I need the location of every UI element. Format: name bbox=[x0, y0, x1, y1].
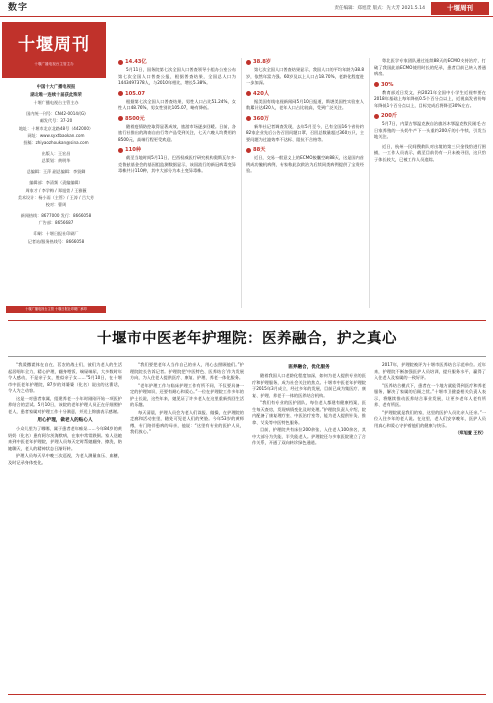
section-label: 数字 bbox=[8, 3, 29, 13]
article-byline: （郑旭萱 王权） bbox=[455, 430, 486, 435]
news-item-body: 截至当地时间5月11日，巴西权威医疗研究机构奥斯瓦尔多·克鲁兹基金会的基因组监测数据显示，该国流行的新冠病毒变异毒株共计110种，其中大部分为本土变异毒株。 bbox=[118, 155, 236, 174]
news-item bbox=[374, 81, 486, 110]
news-item bbox=[118, 146, 236, 175]
news-item-figure: 8500元 bbox=[125, 115, 145, 122]
news-item bbox=[374, 144, 486, 164]
article-subheading: 用心护理，做老人的贴心人 bbox=[37, 418, 93, 423]
masthead-title: 十堰周刊 bbox=[18, 35, 90, 55]
news-item-figure: 360万 bbox=[253, 115, 270, 122]
title-rule-top bbox=[8, 320, 486, 321]
news-column-2 bbox=[246, 58, 364, 308]
article-paragraph: “老年护理工作与临床护理工作有所不同，不仅要具备一定的护理知识，还要有耐心和爱心。”一位在护理院工作多年的护士长说，这些年来，她见证了许多老人在这里重新找回生活的乐趣。 bbox=[130, 382, 244, 407]
article-paragraph: 护理人员每天早中晚三次巡视，为老人测量血压、血糖，及时记录身体变化。 bbox=[8, 453, 122, 465]
news-item-figure: 38.8岁 bbox=[253, 59, 271, 65]
news-item-body: 随着疫情防控取得显著成效，旅游市场逐步回暖。日前，各旅行社推出的海南自由行等产品受到关注，七天六晚人均费用约8500元，高端行程更受欢迎。 bbox=[118, 123, 236, 142]
article-column-3 bbox=[252, 362, 366, 692]
news-item bbox=[118, 58, 236, 87]
article-paragraph: 小众儿里为了哪哪，属于患者老年痴呆……今年84岁的黄奶奶（化名）患有阿尔茨海默病，在家中常常跌倒。家人送她来到中医老年护理院，护理人员每天定时帮她翻身、擦洗，陪她聊天，老人的精神状态日渐好转。 bbox=[8, 426, 122, 451]
news-item-heading bbox=[374, 81, 486, 89]
info-line: 新闻热线：8677000 发行：8666058 bbox=[20, 213, 92, 219]
news-item-heading bbox=[246, 58, 364, 66]
news-item-body: 近日，杭州一民间搜救队对出境的第三只金钱豹进行围捕，一工作人员表示，截至目前仍有一只未被寻回，这只豹子体长较大，已被工作人员追踪。 bbox=[374, 143, 486, 162]
news-item-body: 教育部近日发文，到2021年全国中小学生近视率要在2018年基础上每年降低0.5个百分点以上，近视高发省份每年降低1个百分点以上，目标完成后将降至30%左右。 bbox=[374, 89, 486, 108]
info-line: 湖北唯一连续十届获此殊荣 bbox=[30, 92, 82, 98]
info-line: 记者站/服务热线号：8666058 bbox=[27, 238, 85, 244]
bullet-icon bbox=[246, 60, 251, 65]
news-item-body: 据美国有线电视新闻网5月10日报道，斯堪美国性实验室人数累计达420人，老年人口占比较高，受到广泛关注。 bbox=[246, 98, 364, 111]
info-line: 邮发代号：37-20 bbox=[39, 118, 73, 124]
info-line: 总策划：黄明华 bbox=[41, 158, 71, 164]
news-item bbox=[246, 115, 364, 144]
info-line: 国内统一刊号：CN42-0014/(G) bbox=[26, 111, 86, 117]
news-column-1 bbox=[118, 58, 236, 308]
news-item-figure: 88天 bbox=[253, 147, 266, 154]
article-paragraph: 目前，护理院共有床位200余张，入住老人100余名，其中大部分为失能、半失能老人。护理院还与多家医院建立了合作关系，开通了双向转诊绿色通道。 bbox=[252, 427, 366, 446]
article-paragraph: “医养结合模式下，患者在一个地方就能得到医疗和养老服务，解决了家属的后顾之忧。”十堰市卫健委相关负责人表示，将继续推动医养结合事业发展，让更多老年人老有所养、老有所医。 bbox=[374, 382, 486, 407]
info-line: 周家才 / 李学梅 / 郑旭萱 / 王雅薇 bbox=[25, 187, 87, 193]
bullet-icon bbox=[118, 60, 123, 65]
news-item bbox=[246, 146, 364, 175]
masthead bbox=[2, 22, 106, 78]
page-header bbox=[0, 0, 493, 17]
news-item-body: 近日，交易一般意义上的ECMO胶囊空缺88天，这是国内首例成功撤机病例，专家称此次救治为后续同类病例提供了宝贵经验。 bbox=[246, 155, 364, 174]
article-column-4 bbox=[374, 362, 486, 692]
article-paragraph: 随着我国人口老龄化程度加深，如何为老人提供专业的医疗和护理服务，成为社会关注的焦点。十堰市中医老年护理院于2015年3月成立，经过多年的发展，目前已成为集医疗、康复、护理、养老于一体的医养结合机构。 bbox=[252, 373, 366, 398]
info-line: 编辑部：李清频（责编编辑） bbox=[29, 180, 83, 186]
news-item-heading bbox=[246, 115, 364, 123]
article-paragraph: 2017年，护理院被评为十堰市医养结合示范单位。近年来，护理院不断加强医护人员培训，提升服务水平，赢得了入住老人及家属的一致好评。 bbox=[374, 362, 486, 380]
brand-badge: 十堰周刊 bbox=[431, 2, 489, 15]
news-item-heading bbox=[118, 146, 236, 154]
article-paragraph: “护理院就是我们的家，这里的医护人员比亲人还亲。”一位入住多年的老人说。在这里，老人们安享晚年，医护人员用真心和爱心守护着他们的健康与快乐。 bbox=[374, 409, 486, 428]
news-item-body: 粤北医学专家团队通过连续88天的ECMO支持治疗，打破了我国此前ECMO使用时长的纪录，患者目前已转入普通病房。 bbox=[374, 58, 486, 76]
info-line: 出版人：王宏昌 bbox=[41, 150, 71, 156]
info-line: 网址：www.syxtbaokan.com bbox=[27, 132, 85, 138]
news-item-body: 根据第七次全国人口普查结果，男性人口占比51.24%，女性人口48.76%，男女性别比105.07，略有降低。 bbox=[118, 98, 236, 111]
info-line: 地址：十堰市北京北路48号（442000） bbox=[18, 125, 94, 131]
news-item-body: 第七次全国人口普查结果显示，我国人口的平均年龄为38.8岁，依然年富力强。60岁及以上人口占18.70%，老龄化程度进一步加深。 bbox=[246, 67, 364, 86]
news-item-heading bbox=[374, 112, 486, 120]
news-item-heading bbox=[118, 58, 236, 66]
column-divider bbox=[241, 58, 242, 308]
news-item-body: 5月7日，内蒙古鄂温克族自治旗苏木鄂温克牧民刚毛·吉日家养殖的一头奶牛产下一头重约200斤的小牛犊，引发当地关注。 bbox=[374, 121, 486, 140]
info-line: 中国十大广播电视报 bbox=[36, 85, 76, 90]
info-line: 投稿：zhiyaozhoukan@sina.com bbox=[23, 139, 89, 145]
article-paragraph: “我爱撒谎体在自在、茗农的战士们，彼们为老人的生活起居唱年全力，精心护理，翻身喂饭、端屎端尿，大多数时年令人感动，不是亲子女，胜似亲子女……”5月10日，在十堰市中医老年护理院，87岁的刘婆婆（化名）说出的这番话，令人为之动容。 bbox=[8, 362, 122, 393]
news-item bbox=[246, 58, 364, 87]
news-item-figure: 105.07 bbox=[125, 90, 146, 97]
info-line: 美术设计：杨小雨（主管）/ 王涛 / 吕大芳 bbox=[17, 194, 95, 200]
article-paragraph: 这是一对患者家属，组建养老一小年时刚刚开始一项医护养结合的尝试。5月10日，该院的老年护理人员正在仔细照护老人，患者家属对护理工作十分满意，并送上锦旗表示感谢。 bbox=[8, 395, 122, 414]
bullet-icon bbox=[246, 148, 251, 153]
bullet-icon bbox=[118, 148, 123, 153]
info-line: 校对：曹周 bbox=[45, 201, 67, 207]
bullet-icon bbox=[374, 82, 379, 87]
article-column-2 bbox=[130, 362, 244, 692]
news-item-body: 新华社记者调查发现，去年5月至今，已有全国16个省份约82家企业先后公告召回问题口罩，召回总数量超过360万只，主要问题为过滤效率不达标、阻抗不合格等。 bbox=[246, 123, 365, 142]
news-item bbox=[374, 58, 486, 78]
news-column-3 bbox=[374, 58, 486, 308]
article-column-1 bbox=[8, 362, 122, 692]
bullet-icon bbox=[118, 91, 123, 96]
news-item-figure: 110种 bbox=[125, 147, 142, 154]
info-line: 广告部：8656687 bbox=[38, 220, 74, 226]
news-item-heading bbox=[118, 90, 236, 98]
bullet-icon bbox=[246, 116, 251, 121]
title-rule-bottom bbox=[8, 356, 486, 357]
editor-meta: 责任编辑：郑旭萱 版式：先大芳 2021.5.14 bbox=[334, 6, 425, 11]
news-item bbox=[118, 90, 236, 112]
article-paragraph: 每天清晨，护理人员会为老人们读报、做操，在护理院的走廊和活动室里，随处可见老人们的笑脸。今年53岁的黄师傅，专门陪伴患病的母亲，他说：“这里有专业的医护人员，我们放心。” bbox=[130, 409, 244, 434]
news-item bbox=[118, 115, 236, 144]
info-line: 十堰广播电视台主管主办 bbox=[33, 100, 79, 106]
news-item-body: 5月11日，国务院第七次全国人口普查领导小组办公室公布第七次全国人口普查公报，根据普查结果，全国总人口为1443497378人，与2010年相比，增长5.38%。 bbox=[118, 67, 236, 86]
news-item-heading bbox=[246, 90, 364, 98]
column-divider bbox=[369, 58, 370, 308]
news-item-figure: 30% bbox=[381, 81, 394, 88]
news-item-heading bbox=[246, 146, 364, 154]
footer-rule bbox=[8, 694, 486, 695]
news-item-figure: 420人 bbox=[253, 90, 270, 97]
info-line: 总编辑：王萍 副总编辑：李贤卿 bbox=[26, 169, 86, 175]
news-item-heading bbox=[118, 115, 236, 123]
bullet-icon bbox=[374, 114, 379, 119]
news-item bbox=[246, 90, 364, 112]
bullet-icon bbox=[118, 116, 123, 121]
sidebar-footer-bar: 十堰广播电视台主管 十堰日报社印刷厂承印 bbox=[6, 306, 106, 313]
article-paragraph: “我们有专业的医护团队，每位老人都建有健康档案，医生每天查房，发现病情变化及时处理。”护理院负责人介绍，院内配备了康复理疗室、中医治疗室等，能为老人提供针灸、推拿、艾灸等中医特色服务。 bbox=[252, 400, 366, 425]
info-line: 印刷：十堰日报社印刷厂 bbox=[33, 231, 79, 237]
article-title: 十堰市中医老年护理院：医养融合，护之真心 bbox=[97, 330, 397, 347]
bullet-icon bbox=[246, 91, 251, 96]
news-item-figure: 200斤 bbox=[381, 113, 398, 120]
news-item-figure: 14.43亿 bbox=[125, 59, 147, 65]
news-item bbox=[374, 112, 486, 141]
publication-info bbox=[8, 84, 104, 245]
masthead-subtitle: 十堰广播电视台主管主办 bbox=[34, 62, 74, 66]
article-subheading: 医养融合，优化服务 bbox=[288, 365, 330, 370]
article-paragraph: “我们要把老年人当作自己的亲人，用心去照顾他们。”护理院院长告诉记者。护理院把‘中医特色、医养结合’作为发展方向，为入住老人提供医疗、康复、护理、养老一体化服务。 bbox=[130, 362, 244, 380]
